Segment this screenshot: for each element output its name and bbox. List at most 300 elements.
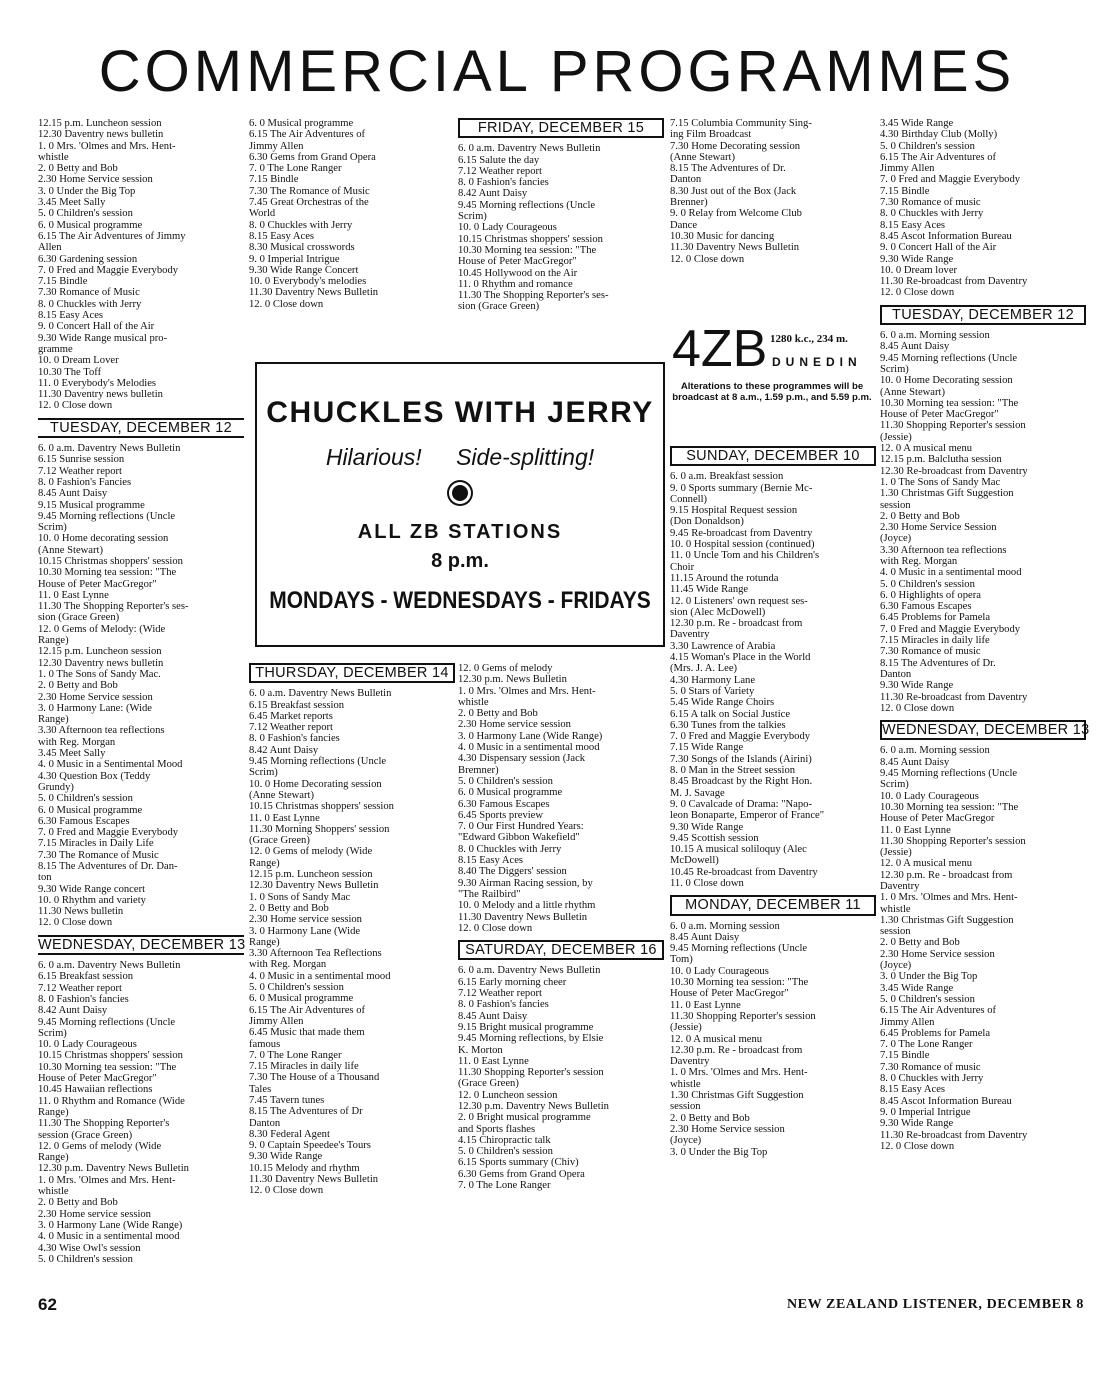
ad-stations: ALL ZB STATIONS [357, 521, 563, 543]
schedule-line: 6. 0 Musical programme [249, 118, 354, 129]
schedule-line: 6.15 A talk on Social Justice [670, 708, 791, 720]
schedule-line: 1.30 Christmas Gift Suggestion [670, 1090, 804, 1102]
schedule-line: 11. 0 East Lynne [880, 824, 951, 836]
schedule-line: whistle [38, 1186, 69, 1198]
schedule-line: 8.45 Aunt Daisy [880, 341, 950, 353]
schedule-line: House of Peter MacGregor" [880, 409, 999, 421]
schedule-line: 12. 0 Close down [38, 917, 113, 929]
schedule-line: Tales [249, 1083, 272, 1095]
schedule-line: 8.42 Aunt Daisy [38, 1005, 108, 1017]
schedule-line: 2.30 Home service session [249, 914, 362, 926]
day-heading: THURSDAY, DECEMBER 14 [249, 663, 455, 683]
schedule-line: 8.30 Federal Agent [249, 1128, 330, 1140]
schedule-line: and Sports flashes [458, 1123, 536, 1135]
schedule-list [38, 443, 244, 929]
schedule-line: 7.12 Weather report [458, 165, 542, 177]
schedule-line: 10. 0 Lady Courageous [880, 790, 979, 802]
schedule-line: 6. 0 a.m. Daventry News Bulletin [38, 960, 181, 972]
schedule-line: 1. 0 The Sons of Sandy Mac. [38, 668, 161, 680]
schedule-line: 11.30 Daventry News Bulletin [670, 242, 800, 254]
schedule-line: (Anne Stewart) [670, 151, 736, 163]
schedule-line: ton [38, 872, 52, 884]
schedule-line: Scrim) [880, 363, 909, 375]
schedule-line: Brenner) [670, 197, 708, 209]
column-4-lower [670, 440, 876, 1158]
schedule-line: with Reg. Morgan [38, 736, 116, 748]
schedule-line: 6. 0 a.m. Daventry News Bulletin [458, 143, 601, 155]
day-heading: SUNDAY, DECEMBER 10 [670, 446, 876, 466]
schedule-line: (Jessie) [880, 431, 912, 443]
schedule-line: 1. 0 Sons of Sandy Mac [249, 891, 351, 903]
schedule-line: 12. 0 Gems of melody [458, 663, 553, 674]
schedule-line: 4.30 Birthday Club (Molly) [880, 129, 998, 141]
schedule-line: 10.30 The Toff [38, 366, 102, 378]
schedule-line: 2.30 Home Service session [880, 948, 995, 960]
schedule-line: (Joyce) [880, 533, 912, 545]
schedule-line: 9.15 Bright musical programme [458, 1021, 594, 1033]
schedule-line: 7. 0 The Lone Ranger [880, 1039, 973, 1051]
schedule-line: Choir [670, 561, 695, 573]
day-heading: WEDNESDAY, DECEMBER 13 [880, 720, 1086, 740]
schedule-line: 3.45 Wide Range [880, 118, 954, 129]
schedule-line: 6. 0 a.m. Morning session [880, 330, 990, 342]
schedule-line: whistle [670, 1078, 701, 1090]
schedule-line: (Grace Green) [249, 835, 310, 847]
schedule-line: leon Bonaparte, Emperor of France" [670, 810, 825, 822]
schedule-line: 7.30 Home Decorating session [670, 140, 801, 152]
schedule-line: 12. 0 A musical menu [670, 1033, 763, 1045]
schedule-line: 7.30 The Romance of Music [38, 849, 159, 861]
schedule-line: 10. 0 Hospital session (continued) [670, 539, 815, 551]
schedule-line: 10.45 Re-broadcast from Daventry [670, 866, 818, 878]
schedule-line: Bremner) [458, 764, 499, 776]
schedule-line: 8.42 Aunt Daisy [249, 744, 319, 756]
schedule-line: 9.45 Morning reflections (Uncle [670, 943, 808, 955]
schedule-line: 9.45 Morning reflections (Uncle [458, 199, 596, 211]
schedule-line: 10.30 Morning tea session: "The [38, 1061, 177, 1073]
schedule-line: 12.30 Daventry News Bulletin [249, 880, 379, 892]
schedule-line: 4.30 Wise Owl's session [38, 1242, 141, 1254]
schedule-line: ing Film Broadcast [670, 129, 752, 141]
schedule-line: 8. 0 Man in the Street session [670, 765, 796, 777]
schedule-line: 9.15 Musical programme [38, 499, 145, 511]
schedule-line: Scrim) [38, 1027, 67, 1039]
schedule-line: 2. 0 Betty and Bob [249, 902, 329, 914]
schedule-line: 8.30 Musical crosswords [249, 242, 355, 254]
schedule-line: 11.30 Morning Shoppers' session [249, 823, 390, 835]
schedule-line: 10.45 Hawaiian reflections [38, 1084, 153, 1096]
schedule-line: 4.30 Dispensary session (Jack [458, 753, 586, 765]
schedule-line: 2. 0 Betty and Bob [38, 1197, 118, 1209]
schedule-line: 6.15 Salute the day [458, 154, 540, 166]
schedule-line: 6.15 The Air Adventures of [880, 151, 997, 163]
schedule-line: with Reg. Morgan [249, 959, 327, 971]
schedule-line: 6. 0 Musical programme [38, 804, 143, 816]
schedule-line: 11.30 Shopping Reporter's session [880, 835, 1026, 847]
schedule-line: 3. 0 Under the Big Top [880, 971, 978, 983]
schedule-line: 4. 0 Music in a sentimental mood [249, 970, 391, 982]
schedule-line: 10. 0 Everybody's melodies [249, 276, 367, 288]
schedule-line: 3.30 Afternoon Tea Reflections [249, 948, 382, 960]
schedule-line: 6.30 Gems from Grand Opera [249, 151, 376, 163]
schedule-line: 8.45 Aunt Daisy [880, 756, 950, 768]
schedule-list [458, 965, 664, 1191]
station-city: DUNEDIN [772, 355, 862, 369]
schedule-line: 12. 0 Luncheon session [458, 1089, 558, 1101]
schedule-line: 7.15 Columbia Community Sing- [670, 118, 812, 129]
schedule-line: 9. 0 Sports summary (Bernie Mc- [670, 482, 813, 494]
schedule-line: 8. 0 Chuckles with Jerry [249, 219, 353, 231]
schedule-list [670, 118, 876, 265]
schedule-line: 10.30 Music for dancing [670, 230, 775, 242]
schedule-line: famous [249, 1038, 281, 1050]
schedule-line: 8.42 Aunt Daisy [458, 188, 528, 200]
schedule-line: 10.30 Morning tea session: "The [880, 801, 1019, 813]
schedule-line: 9.45 Morning reflections, by Elsie [458, 1033, 604, 1045]
schedule-line: 4.30 Question Box (Teddy [38, 770, 151, 782]
schedule-line: 6.30 Famous Escapes [458, 798, 550, 810]
station-name: 4ZB [672, 320, 768, 378]
schedule-line: 7.15 Miracles in daily life [249, 1061, 359, 1073]
schedule-line: 4. 0 Music in a sentimental mood [458, 742, 600, 754]
schedule-line: 3. 0 Under the Big Top [38, 185, 136, 197]
schedule-line: 11.30 Re-broadcast from Daventry [880, 1129, 1028, 1141]
schedule-line: Tom) [670, 954, 693, 966]
schedule-line: (Grace Green) [458, 1078, 519, 1090]
schedule-line: 8.15 Easy Aces [38, 310, 104, 322]
schedule-line: 2. 0 Betty and Bob [38, 163, 118, 175]
station-note: Alterations to these programmes will be broadcast at 8 a.m., 1.59 p.m., and 5.59 p.m. [672, 381, 872, 403]
schedule-line: 9. 0 Concert Hall of the Air [880, 242, 997, 254]
schedule-line: Jimmy Allen [249, 1015, 304, 1027]
schedule-line: "The Railbird" [458, 888, 521, 900]
schedule-line: (Joyce) [670, 1135, 702, 1147]
schedule-line: 8.15 Easy Aces [880, 219, 946, 231]
schedule-line: 3.30 Afternoon tea reflections [38, 725, 165, 737]
schedule-line: (Joyce) [880, 960, 912, 972]
station-frequency: 1280 k.c., 234 m. [770, 333, 848, 345]
schedule-line: 6.45 Sports preview [458, 809, 544, 821]
schedule-line: McDowell) [670, 855, 719, 867]
schedule-line: 2. 0 Betty and Bob [670, 1112, 750, 1124]
schedule-line: Range) [249, 857, 280, 869]
schedule-line: 8. 0 Fashion's fancies [458, 999, 549, 1011]
schedule-line: 8.15 The Adventures of Dr [249, 1106, 363, 1118]
schedule-line: Jimmy Allen [880, 163, 935, 175]
schedule-line: 6.15 Sunrise session [38, 454, 125, 466]
schedule-line: 11.30 Shopping Reporter's session [458, 1067, 604, 1079]
schedule-line: 11.30 Daventry News Bulletin [249, 287, 379, 299]
schedule-line: 8. 0 Fashion's fancies [458, 177, 549, 189]
schedule-line: Range) [38, 1152, 69, 1164]
schedule-line: 10. 0 Home Decorating session [249, 778, 382, 790]
schedule-line: 1.30 Christmas Gift Suggestion [880, 914, 1014, 926]
schedule-line: 11.30 The Shopping Reporter's [38, 1118, 170, 1130]
schedule-line: 6. 0 a.m. Daventry News Bulletin [458, 965, 601, 977]
schedule-line: 12. 0 Gems of melody (Wide [38, 1140, 162, 1152]
schedule-line: 3. 0 Under the Big Top [670, 1146, 768, 1158]
schedule-line: 8.15 Easy Aces [249, 230, 315, 242]
schedule-line: 6.30 Famous Escapes [880, 601, 972, 613]
schedule-line: (Anne Stewart) [38, 544, 104, 556]
schedule-line: 5. 0 Children's session [458, 1146, 553, 1158]
schedule-line: 6. 0 a.m. Morning session [670, 920, 780, 932]
schedule-line: session [670, 1101, 701, 1113]
schedule-line: 9. 0 Captain Speedee's Tours [249, 1140, 371, 1152]
schedule-line: 8. 0 Chuckles with Jerry [880, 1073, 984, 1085]
ad-title: CHUCKLES WITH JERRY [266, 396, 654, 429]
schedule-line: 2. 0 Betty and Bob [880, 937, 960, 949]
schedule-line: 8. 0 Fashion's fancies [249, 733, 340, 745]
schedule-line: 5.45 Wide Range Choirs [670, 697, 775, 709]
schedule-line: (Anne Stewart) [880, 386, 946, 398]
schedule-line: Scrim) [880, 779, 909, 791]
schedule-line: session [880, 926, 911, 938]
schedule-line: 2. 0 Bright musical programme [458, 1112, 591, 1124]
schedule-line: 12. 0 Close down [670, 253, 745, 265]
schedule-line: 12. 0 Close down [249, 1185, 324, 1197]
schedule-line: 12.15 p.m. Luncheon session [249, 869, 373, 881]
schedule-line: 3. 0 Harmony Lane (Wide Range) [38, 1219, 183, 1231]
schedule-line: 12.30 p.m. Re - broadcast from [880, 869, 1013, 881]
schedule-line: 6. 0 a.m. Daventry News Bulletin [38, 443, 181, 455]
schedule-line: 10. 0 Dream lover [880, 264, 958, 276]
schedule-line: 3.45 Wide Range [880, 982, 954, 994]
schedule-line: 9.30 Wide Range [670, 821, 744, 833]
schedule-line: 6.30 Gems from Grand Opera [458, 1168, 585, 1180]
schedule-line: 12. 0 Close down [458, 922, 533, 934]
schedule-line: 8.45 Aunt Daisy [458, 1010, 528, 1022]
schedule-line: 7.15 Bindle [38, 276, 88, 288]
schedule-line: 1.30 Christmas Gift Suggestion [880, 488, 1014, 500]
schedule-line: 10. 0 Lady Courageous [458, 222, 557, 234]
schedule-list [249, 118, 455, 310]
schedule-line: 12.30 p.m. Daventry News Bulletin [38, 1163, 189, 1175]
schedule-line: 10. 0 Lady Courageous [670, 965, 769, 977]
schedule-line: 8. 0 Chuckles with Jerry [880, 208, 984, 220]
schedule-line: 10.30 Morning tea session: "The [458, 244, 597, 256]
schedule-line: 10. 0 Home Decorating session [880, 375, 1013, 387]
schedule-line: 11.30 The Shopping Reporter's ses- [38, 601, 189, 613]
schedule-line: 5. 0 Children's session [880, 578, 975, 590]
schedule-line: 9.30 Wide Range [249, 1151, 323, 1163]
schedule-line: 5. 0 Stars of Variety [670, 685, 755, 697]
schedule-line: 9.30 Wide Range musical pro- [38, 332, 168, 344]
ad-time: 8 p.m. [431, 550, 489, 572]
schedule-line: 9.30 Wide Range concert [38, 883, 146, 895]
schedule-line: 12.30 p.m. Re - broadcast from [670, 618, 803, 630]
day-heading: WEDNESDAY, DECEMBER 13 [38, 935, 244, 955]
schedule-line: 6. 0 a.m. Morning session [880, 745, 990, 757]
schedule-line: 6.15 The Air Adventures of [249, 129, 366, 141]
schedule-line: House of Peter MacGregor" [670, 988, 789, 1000]
schedule-line: 4. 0 Music in a Sentimental Mood [38, 759, 183, 771]
schedule-line: 11. 0 East Lynne [38, 589, 109, 601]
schedule-line: 11.45 Wide Range [670, 584, 749, 596]
schedule-line: 2.30 Home service session [458, 719, 571, 731]
schedule-line: session [880, 499, 911, 511]
schedule-line: 10.15 Christmas shoppers' session [38, 1050, 183, 1062]
schedule-line: 9.30 Airman Racing session, by [458, 877, 593, 889]
schedule-line: 7. 0 The Lone Ranger [249, 163, 342, 175]
schedule-line: 9.15 Hospital Request session [670, 505, 798, 517]
schedule-line: 9.45 Scottish session [670, 832, 759, 844]
schedule-line: 3. 0 Harmony Lane (Wide Range) [458, 730, 603, 742]
schedule-line: 7. 0 The Lone Ranger [458, 1180, 551, 1192]
schedule-line: 8. 0 Chuckles with Jerry [38, 298, 142, 310]
schedule-line: Range) [38, 1106, 69, 1118]
column-5 [880, 118, 1090, 1152]
schedule-line: gramme [38, 343, 73, 355]
schedule-line: World [249, 208, 276, 220]
schedule-line: 12. 0 Listeners' own request ses- [670, 595, 808, 607]
schedule-line: 9. 0 Cavalcade of Drama: "Napo- [670, 798, 812, 810]
schedule-line: 5. 0 Children's session [38, 1253, 133, 1265]
schedule-list [458, 663, 664, 934]
schedule-line: 3.30 Afternoon tea reflections [880, 544, 1007, 556]
ad-days: MONDAYS - WEDNESDAYS - FRIDAYS [269, 587, 651, 614]
schedule-line: 11.30 Daventry News Bulletin [458, 911, 588, 923]
day-heading: SATURDAY, DECEMBER 16 [458, 940, 664, 960]
schedule-line: 7. 0 The Lone Ranger [249, 1049, 342, 1061]
schedule-line: 12. 0 A musical menu [880, 443, 973, 455]
schedule-line: 9.30 Wide Range Concert [249, 264, 359, 276]
schedule-list [38, 960, 244, 1265]
station-header [668, 320, 876, 445]
column-3-lower [458, 663, 664, 1191]
schedule-line: 8.30 Just out of the Box (Jack [670, 185, 797, 197]
chuckles-advert [255, 362, 665, 647]
schedule-line: 7.12 Weather report [38, 982, 122, 994]
schedule-line: 6.15 Breakfast session [249, 699, 345, 711]
schedule-line: 7.45 Tavern tunes [249, 1094, 325, 1106]
schedule-line: whistle [38, 151, 69, 163]
schedule-line: 11. 0 Uncle Tom and his Children's [670, 550, 820, 562]
schedule-line: 4. 0 Music in a sentimental mood [38, 1231, 180, 1243]
schedule-line: 1. 0 The Sons of Sandy Mac [880, 476, 1001, 488]
schedule-list [458, 143, 664, 312]
schedule-line: 6.30 Tunes from the talkies [670, 719, 786, 731]
schedule-line: House of Peter MacGregor" [38, 1073, 157, 1085]
schedule-line: 6. 0 a.m. Breakfast session [670, 471, 784, 483]
schedule-line: 11.30 Daventry News Bulletin [249, 1174, 379, 1186]
schedule-line: 12. 0 Gems of Melody: (Wide [38, 623, 166, 635]
schedule-list [880, 118, 1086, 299]
schedule-list [880, 745, 1086, 1152]
schedule-line: whistle [880, 903, 911, 915]
schedule-line: 7.12 Weather report [38, 465, 122, 477]
schedule-line: Range) [249, 936, 280, 948]
schedule-line: 12.30 Re-broadcast from Daventry [880, 465, 1028, 477]
schedule-line: 7.15 Bindle [880, 1050, 930, 1062]
schedule-line: 7. 0 Fred and Maggie Everybody [38, 264, 179, 276]
schedule-line: M. J. Savage [670, 787, 725, 799]
schedule-line: 12. 0 Close down [249, 298, 324, 310]
schedule-line: 12. 0 Close down [880, 702, 955, 714]
schedule-line: 11. 0 Close down [670, 877, 744, 889]
schedule-line: 3.45 Meet Sally [38, 748, 106, 760]
schedule-line: 8.40 The Diggers' session [458, 866, 567, 878]
schedule-line: 11. 0 Everybody's Melodies [38, 377, 157, 389]
schedule-line: 12.30 Daventry news bulletin [38, 657, 164, 669]
page-title: COMMERCIAL PROGRAMMES [98, 39, 1016, 104]
schedule-line: 7.30 Romance of music [880, 1061, 981, 1073]
column-2 [249, 118, 455, 310]
schedule-line: 11. 0 East Lynne [458, 1055, 529, 1067]
schedule-line: 8.45 Ascot Information Bureau [880, 230, 1012, 242]
schedule-line: Scrim) [38, 522, 67, 534]
schedule-line: 9.45 Morning reflections (Uncle [249, 756, 387, 768]
column-1 [38, 118, 244, 1265]
schedule-line: 1. 0 Mrs. 'Olmes and Mrs. Hent- [38, 1174, 176, 1186]
schedule-line: 2.30 Home Service Session [880, 522, 997, 534]
schedule-line: 6.45 Music that made them [249, 1027, 365, 1039]
schedule-line: Allen [38, 242, 62, 254]
schedule-line: 5. 0 Children's session [880, 140, 975, 152]
schedule-line: whistle [458, 696, 489, 708]
schedule-line: 12.30 p.m. Daventry News Bulletin [458, 1100, 609, 1112]
schedule-line: 9. 0 Concert Hall of the Air [38, 321, 155, 333]
schedule-line: 4.30 Harmony Lane [670, 674, 756, 686]
schedule-line: 8.45 Broadcast by the Right Hon. [670, 776, 813, 788]
schedule-line: Scrim) [249, 767, 278, 779]
schedule-line: 8.45 Aunt Daisy [670, 931, 740, 943]
schedule-line: 6.15 Early morning cheer [458, 976, 567, 988]
schedule-line: 3. 0 Harmony Lane: (Wide [38, 702, 153, 714]
schedule-line: 9.45 Re-broadcast from Daventry [670, 527, 813, 539]
schedule-line: 5. 0 Children's session [458, 775, 553, 787]
schedule-line: (Anne Stewart) [249, 789, 315, 801]
schedule-line: 11.30 Shopping Reporter's session [670, 1010, 816, 1022]
schedule-list [38, 118, 244, 412]
schedule-line: 10.15 A musical soliloquy (Alec [670, 844, 807, 856]
schedule-line: 8.15 The Adventures of Dr. Dan- [38, 861, 178, 872]
schedule-line: 9. 0 Imperial Intrigue [249, 253, 340, 265]
schedule-line: 10.30 Morning tea session: "The [38, 567, 177, 579]
page-number: 62 [38, 1295, 57, 1314]
schedule-line: 6. 0 Highlights of opera [880, 589, 981, 601]
schedule-line: 7.15 Bindle [249, 174, 299, 186]
schedule-line: 7.30 Romance of Music [38, 287, 140, 299]
day-heading: TUESDAY, DECEMBER 12 [38, 418, 244, 438]
schedule-line: 6.15 The Air Adventures of [880, 1005, 997, 1017]
schedule-line: 12. 0 Gems of melody (Wide [249, 846, 373, 858]
schedule-line: 11. 0 Rhythm and Romance (Wide [38, 1095, 185, 1107]
schedule-line: 8. 0 Fashion's Fancies [38, 476, 132, 488]
schedule-line: 9.45 Morning reflections (Uncle [38, 1016, 176, 1028]
schedule-line: 9.30 Wide Range [880, 253, 954, 265]
schedule-line: 1. 0 Mrs. 'Olmes and Mrs. Hent- [38, 140, 176, 152]
schedule-line: 10.15 Melody and rhythm [249, 1162, 360, 1174]
schedule-line: 5. 0 Children's session [249, 982, 344, 994]
schedule-line: 7.30 Romance of music [880, 646, 981, 658]
day-heading: MONDAY, DECEMBER 11 [670, 895, 876, 915]
schedule-line: 7. 0 Fred and Maggie Everybody [38, 827, 179, 839]
schedule-line: 11.30 News bulletin [38, 906, 124, 918]
schedule-line: 9.45 Morning reflections (Uncle [38, 510, 176, 522]
schedule-line: 6.30 Gardening session [38, 253, 138, 265]
schedule-line: 2.30 Home service session [38, 1208, 151, 1220]
schedule-line: 7.15 Wide Range [670, 742, 744, 754]
schedule-line: 9.30 Wide Range [880, 1118, 954, 1130]
schedule-line: 11.30 The Shopping Reporter's ses- [458, 290, 609, 302]
schedule-line: 8.15 Easy Aces [458, 855, 524, 867]
schedule-line: Danton [249, 1117, 281, 1129]
schedule-line: 8. 0 Fashion's fancies [38, 993, 129, 1005]
schedule-line: 10. 0 Home decorating session [38, 533, 169, 545]
schedule-line: 12.15 p.m. Balclutha session [880, 454, 1002, 466]
schedule-line: Daventry [670, 1056, 710, 1068]
